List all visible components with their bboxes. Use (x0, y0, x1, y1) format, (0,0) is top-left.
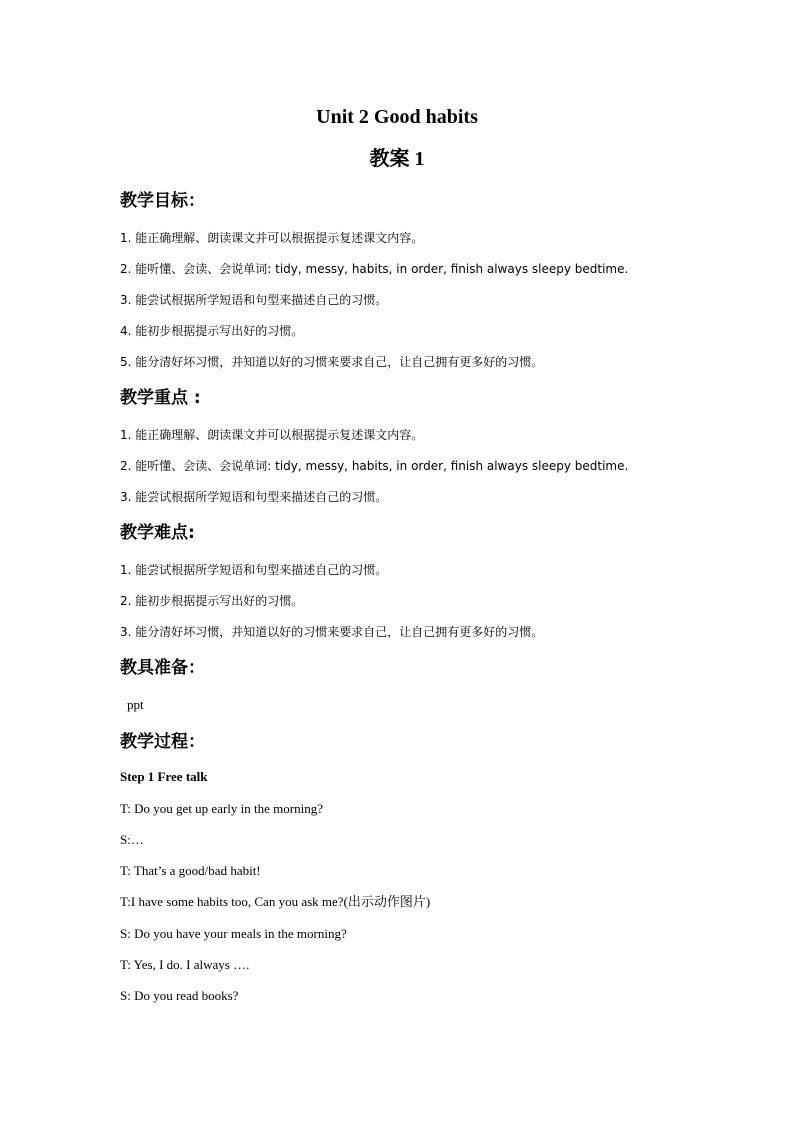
step-title: Step 1 Free talk (120, 769, 208, 784)
key-point-item: 3. 能尝试根据所学短语和句型来描述自己的习惯。 (120, 490, 388, 504)
objectives-heading: 教学目标： (120, 191, 205, 211)
key-points-heading: 教学重点 : (120, 388, 201, 408)
key-point-item: 2. 能听懂、会读、会说单词: tidy, messy, habits, in order, finish always sleepy bedtime. (120, 459, 629, 473)
dialogue-line: T: Do you get up early in the morning? (120, 801, 323, 816)
materials-heading: 教具准备： (120, 658, 205, 678)
objective-item: 3. 能尝试根据所学短语和句型来描述自己的习惯。 (120, 293, 388, 307)
dialogue-line: T: Yes, I do. I always …. (120, 957, 250, 972)
difficulties-heading: 教学难点: (120, 523, 195, 543)
objective-item: 5. 能分清好坏习惯，并知道以好的习惯来要求自己，让自己拥有更多好的习惯。 (120, 355, 544, 369)
objective-item: 4. 能初步根据提示写出好的习惯。 (120, 324, 304, 338)
dialogue-line: T: That’s a good/bad habit! (120, 863, 261, 878)
process-heading: 教学过程： (120, 732, 205, 752)
materials-item: ppt (127, 697, 144, 712)
document-title: Unit 2 Good habits (316, 106, 478, 128)
difficulty-item: 2. 能初步根据提示写出好的习惯。 (120, 594, 304, 608)
objective-item: 2. 能听懂、会读、会说单词: tidy, messy, habits, in order, finish always sleepy bedtime. (120, 262, 629, 276)
dialogue-line: S:… (120, 832, 144, 847)
dialogue-line: T:I have some habits too, Can you ask me?(出示动作图片) (120, 894, 431, 909)
key-point-item: 1. 能正确理解、朗读课文并可以根据提示复述课文内容。 (120, 428, 424, 442)
lesson-plan-title: 教案 1 (369, 148, 425, 170)
dialogue-line: S: Do you read books? (120, 988, 239, 1003)
dialogue-line: S: Do you have your meals in the morning? (120, 926, 347, 941)
objective-item: 1. 能正确理解、朗读课文并可以根据提示复述课文内容。 (120, 231, 424, 245)
difficulty-item: 3. 能分清好坏习惯，并知道以好的习惯来要求自己，让自己拥有更多好的习惯。 (120, 625, 544, 639)
difficulty-item: 1. 能尝试根据所学短语和句型来描述自己的习惯。 (120, 563, 388, 577)
